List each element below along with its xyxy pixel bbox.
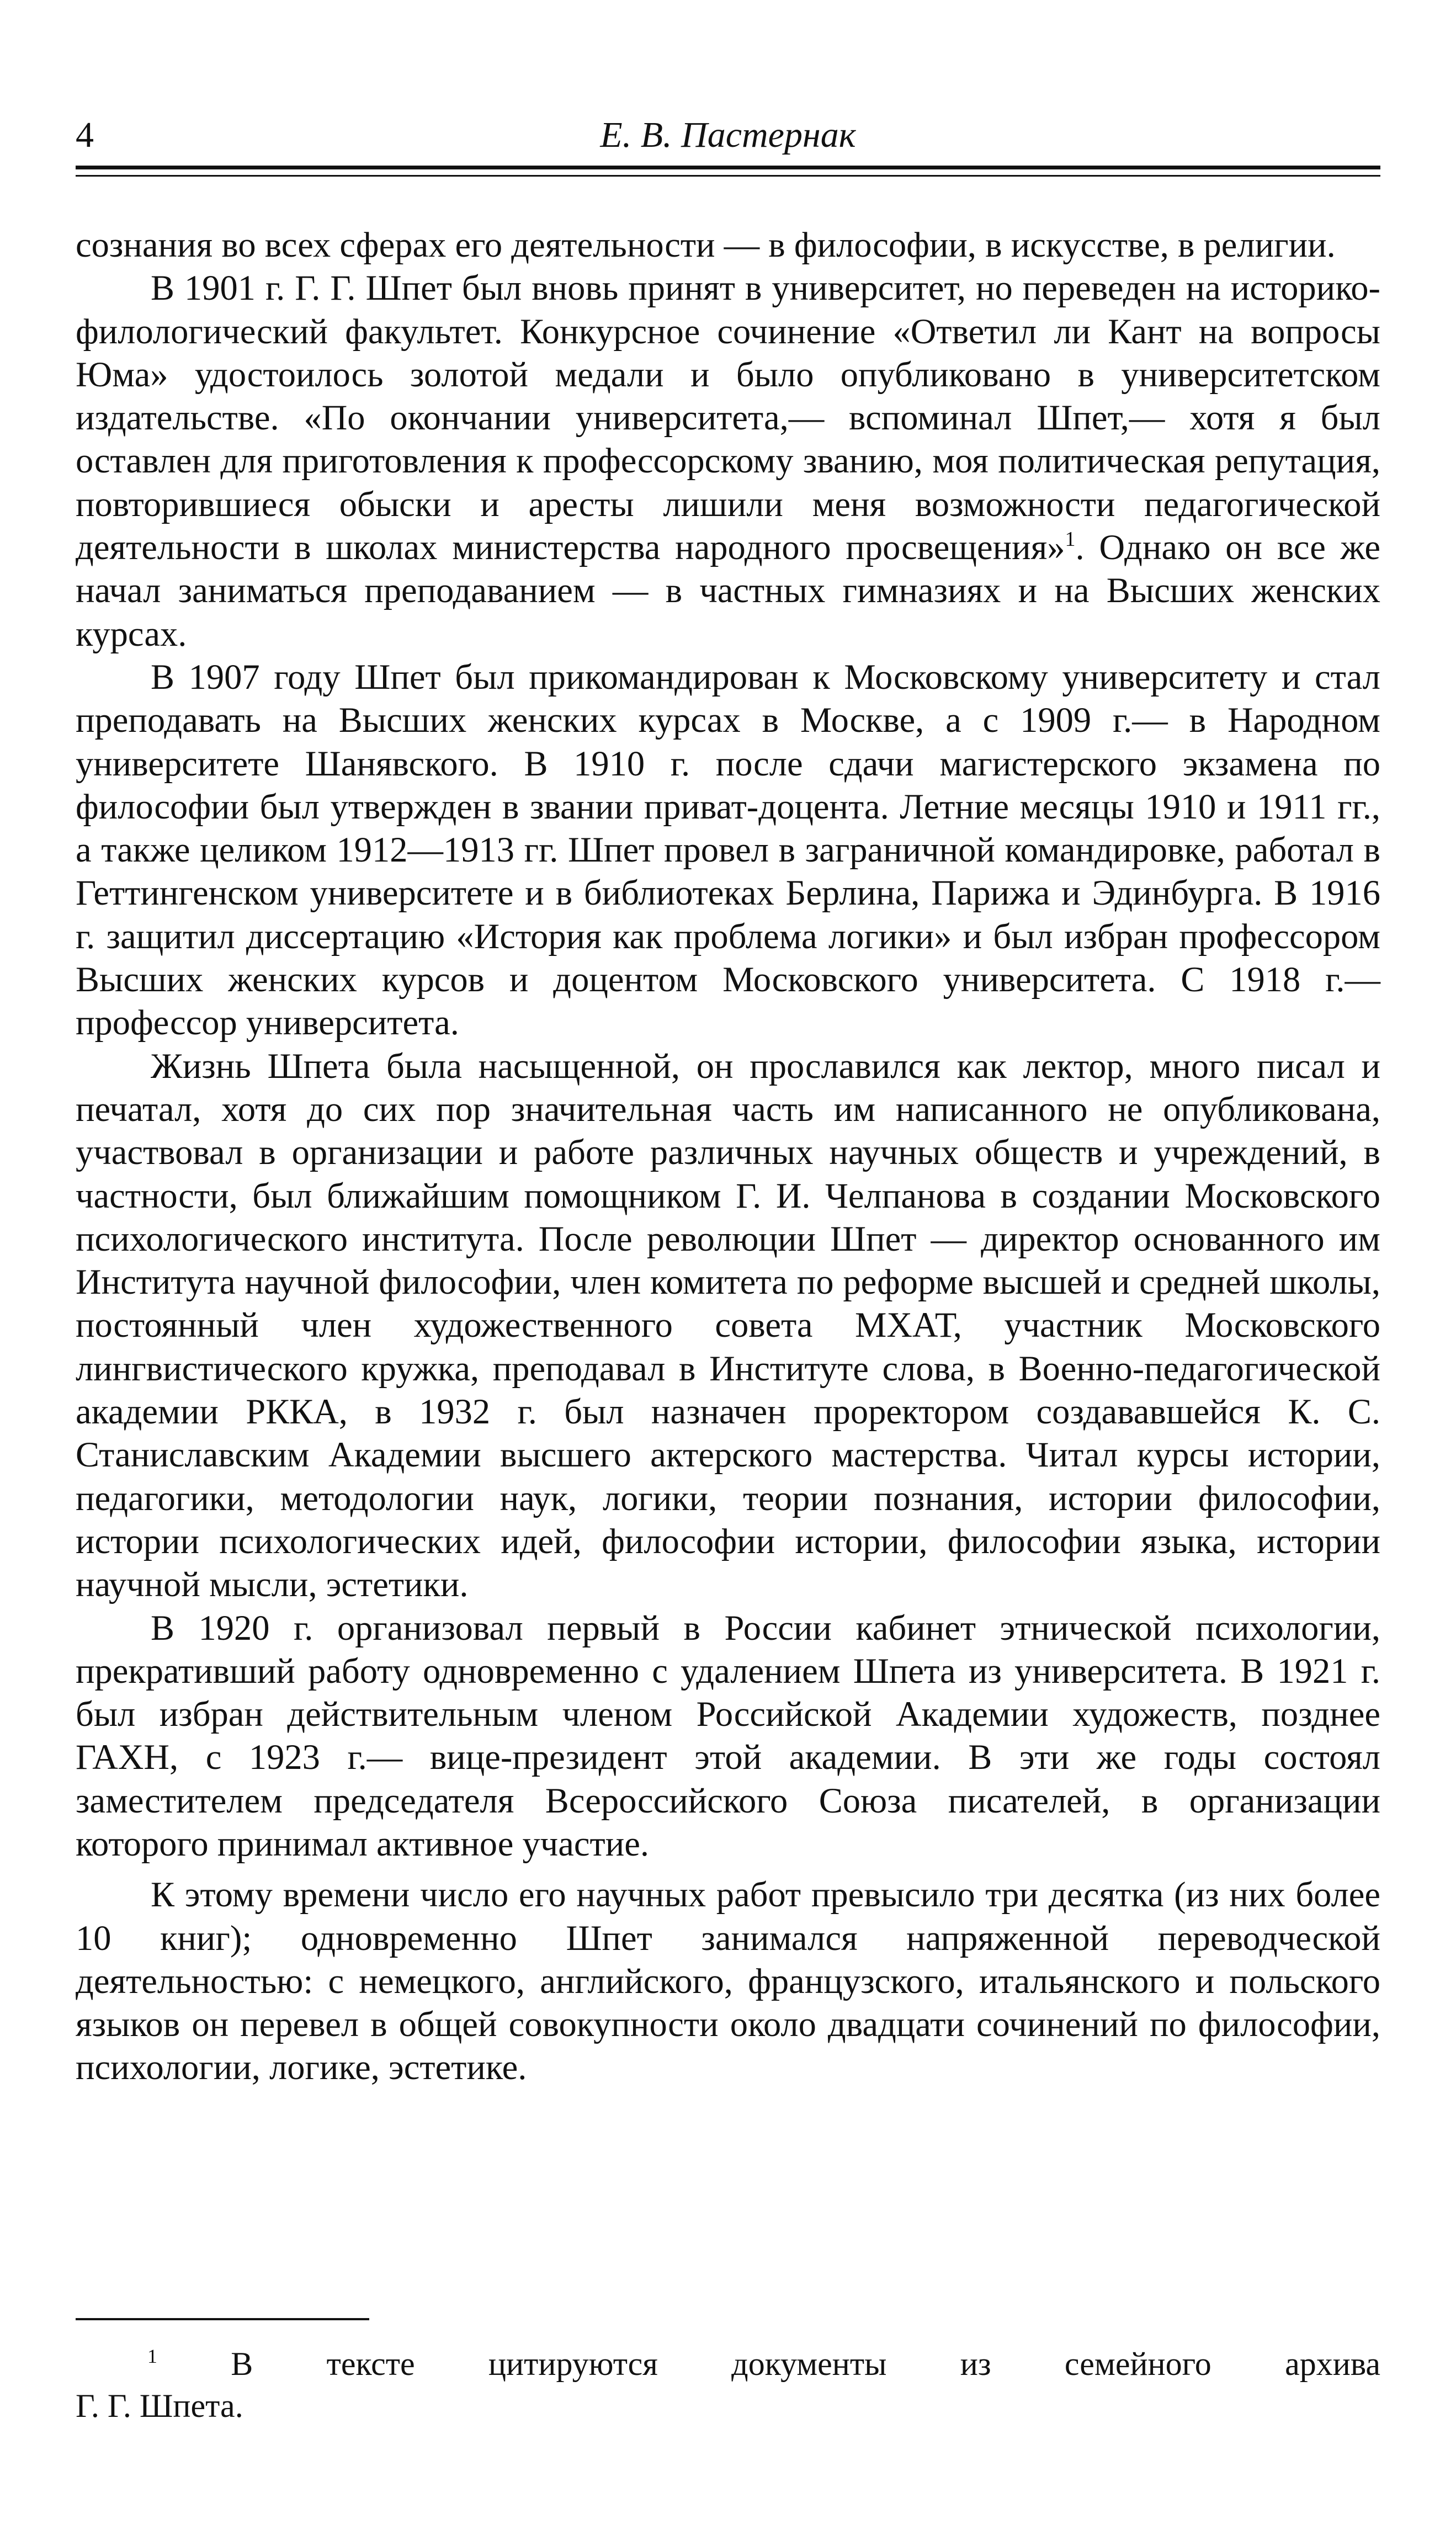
footnote-text-2: Г. Г. Шпета.	[76, 2388, 243, 2424]
paragraph-2-tail: . Однако он все же начал заниматься преподаванием — в частных гимназиях и на Высших женских курсах.	[76, 528, 1381, 653]
footnote-line-1	[76, 2343, 1380, 2385]
paragraph-4	[76, 1045, 1380, 1607]
paragraph-3-text: В 1907 году Шпет был прикомандирован к Московскому университету и стал преподавать на Высших женских курсах в Москве, а с 1909 г.— в Народном университете Шанявского. В 1910 г. после сдачи магистерского экзамена по философии был утвержден в звании приват-доцента. Летние месяцы 1910 и 1911 гг., а также целиком 1912—1913 гг. Шпет провел в заграничной командировке, работал в Геттингенском университете и в библиотеках Берлина, Парижа и Эдинбурга. В 1916 г. защитил диссертацию «История как проблема логики» и был избран профессором Высших женских курсов и доцентом Московского университета. С 1918 г.— профессор университета.	[76, 657, 1380, 1043]
body-text	[76, 224, 1380, 2090]
paragraph-2	[76, 267, 1380, 656]
page-number: 4	[76, 115, 94, 155]
paragraph-4-text: Жизнь Шпета была насыщенной, он прославился как лектор, много писал и печатал, хотя до сих пор значительная часть им написанного не опубликована, участвовал в организации и работе различных научных обществ и учреждений, в частности, был ближайшим помощником Г. И. Челпанова в создании Московского психологического института. После революции Шпет — директор основанного им Института научной философии, член комитета по реформе высшей и средней школы, постоянный член художественного совета МХАТ, участник Московского лингвистического кружка, преподавал в Институте слова, в Военно-педагогической академии РККА, в 1932 г. был назначен проректором создававшейся К. С. Станиславским Академии высшего актерского мастерства. Читал курсы истории, педагогики, методологии наук, логики, теории познания, истории философии, истории психологических идей, философии истории, философии языка, истории научной мысли, эстетики.	[76, 1046, 1380, 1604]
paragraph-1-text: сознания во всех сферах его деятельности — в философии, в искусстве, в религии.	[76, 225, 1336, 264]
paragraph-5	[76, 1607, 1380, 1866]
running-title: Е. В. Пастернак	[600, 115, 856, 155]
paragraph-6	[76, 1873, 1380, 2089]
paragraph-5-text: В 1920 г. организовал первый в России кабинет этнической психологии, прекративший работу одновременно с удалением Шпета из университета. В 1921 г. был избран действительным членом Российской Академии художеств, позднее ГАХН, с 1923 г.— вице-президент этой академии. В эти же годы состоял заместителем председателя Всероссийского Союза писателей, в организации которого принимал активное участие.	[76, 1608, 1380, 1863]
footnote-rule	[76, 2318, 369, 2320]
footnote	[76, 2343, 1380, 2427]
paragraph-3	[76, 656, 1380, 1045]
header-rule-thick	[76, 166, 1380, 169]
footnote-mark: 1	[147, 2345, 157, 2367]
paragraph-6-text: К этому времени число его научных работ превысило три десятка (из них более 10 книг); одновременно Шпет занимался напряженной переводческой деятельностью: с немецкого, английского, французского, итальянского и польского языков он перевел в общей совокупности около двадцати сочинений по философии, психологии, логике, эстетике.	[76, 1875, 1380, 2087]
header-rule-thin	[76, 175, 1380, 177]
footnote-line-2	[76, 2385, 1380, 2427]
footnote-reference: 1	[1065, 528, 1076, 551]
running-head	[76, 110, 1380, 160]
paragraph-2-text: В 1901 г. Г. Г. Шпет был вновь принят в университет, но переведен на историко-филологический факультет. Конкурсное сочинение «Ответил ли Кант на вопросы Юма» удостоилось золотой медали и было опубликовано в университетском издательстве. «По окончании университета,— вспоминал Шпет,— хотя я был оставлен для приготовления к профессорскому званию, моя политическая репутация, повторившиеся обыски и аресты лишили меня возможности педагогической деятельности в школах министерства народного просвещения»	[76, 268, 1380, 567]
paragraph-1	[76, 224, 1380, 267]
footnote-text-1: В тексте цитируются документы из семейного архива	[231, 2346, 1380, 2382]
